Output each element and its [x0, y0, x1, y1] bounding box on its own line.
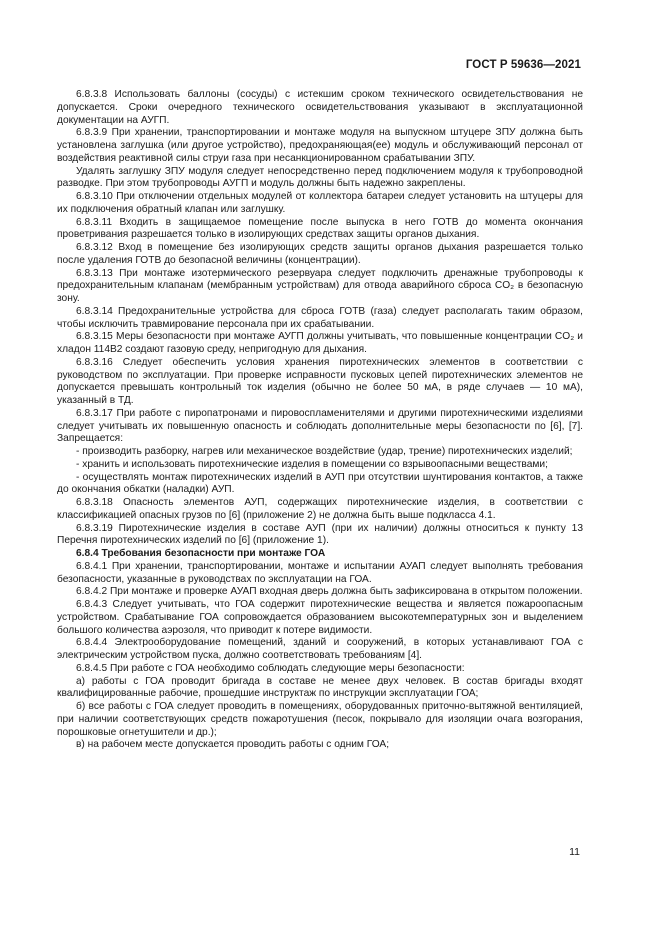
list-item-mounting: - осуществлять монтаж пиротехнических изделий в АУП при отсутствии шунтирования контактов, а также до окончания обкатки (наладки) АУП.	[57, 471, 583, 496]
paragraph-zpu-plug: Удалять заглушку ЗПУ модуля следует непосредственно перед подключением модуля к трубопроводной разводке. При этом трубопроводы АУГП и модуль должны быть надежно закреплены.	[57, 165, 583, 190]
paragraph-6-8-3-12: 6.8.3.12 Вход в помещение без изолирующих средств защиты органов дыхания разрешается только после удаления ГОТВ до безопасной величины (концентрации).	[57, 242, 583, 266]
list-item-a: а) работы с ГОА проводит бригада в составе не менее двух человек. В состав бригады входят квалифицированные рабочие, прошедшие инструктаж по инструкции эксплуатации ГОА;	[57, 675, 583, 700]
paragraph-6-8-3-14: 6.8.3.14 Предохранительные устройства для сброса ГОТВ (газа) следует располагать таким образом, чтобы исключить травмирование персонала при их срабатывании.	[57, 305, 583, 330]
list-item-dismantling: - производить разборку, нагрев или механическое воздействие (удар, трение) пиротехнических изделий;	[76, 446, 573, 457]
paragraph-6-8-3-15: 6.8.3.15 Меры безопасности при монтаже АУГП должны учитывать, что повышенные концентрации CO₂ и хладон 114В2 создают газовую среду, непригодную для дыхания.	[57, 331, 583, 355]
list-item-storage: - хранить и использовать пиротехнические изделия в помещении со взрывоопасными веществами;	[76, 458, 548, 470]
paragraph-6-8-3-16: 6.8.3.16 Следует обеспечить условия хранения пиротехнических элементов в соответствии с руководством по эксплуатации. При проверке исправности пусковых цепей пиротехнических элементов не допускается превышать контрольный ток изделия (обычно не более 50 мА, в ряде случаев — 10 мА), указанный в ТД.	[57, 356, 583, 406]
paragraph-6-8-3-19: 6.8.3.19 Пиротехнические изделия в составе АУП (при их наличии) должны относиться к пункту 13 Перечня пиротехнических изделий по [6] (приложение 1).	[57, 522, 583, 547]
page-number: 11	[569, 846, 580, 858]
paragraph-6-8-4-4: 6.8.4.4 Электрооборудование помещений, зданий и сооружений, в которых устанавливают ГОА с электрическим устройством пуска, должно соответствовать требованиям [4].	[57, 637, 583, 661]
paragraph-6-8-3-18: 6.8.3.18 Опасность элементов АУП, содержащих пиротехнические изделия, в соответствии с классификацией опасных грузов по [6] (приложение 2) не должна быть выше подкласса 4.1.	[57, 497, 583, 521]
paragraph-6-8-4-2: 6.8.4.2 При монтаже и проверке АУАП входная дверь должна быть зафиксирована в открытом положении.	[76, 586, 583, 598]
paragraph-6-8-4-1: 6.8.4.1 При хранении, транспортировании, монтаже и испытании АУАП следует выполнять требования безопасности, указанные в руководствах по эксплуатации на ГОА.	[57, 560, 583, 585]
document-id: ГОСТ Р 59636—2021	[465, 59, 581, 71]
paragraph-6-8-3-9: 6.8.3.9 При хранении, транспортировании и монтаже модуля на выпускном штуцере ЗПУ должна быть установлена заглушка (или другое устройство), предохраняющая(ее) модуль и обслуживающий персонал от воздействия реактивной силы струи газа при несанкционированном срабатывании ЗПУ.	[57, 127, 583, 164]
list-item-v: в) на рабочем месте допускается проводить работы с одним ГОА;	[76, 739, 390, 751]
section-heading-6-8-4: 6.8.4 Требования безопасности при монтаже ГОА	[76, 548, 326, 559]
paragraph-6-8-3-10: 6.8.3.10 При отключении отдельных модулей от коллектора батареи следует установить на штуцеры для их подключения обратный клапан или заглушку.	[57, 191, 583, 215]
paragraph-6-8-3-13: 6.8.3.13 При монтаже изотермического резервуара следует подключить дренажные трубопроводы к предохранительным клапанам (мембранным устройствам) для отвода аварийного сброса CO₂ в безопасную зону.	[57, 267, 583, 304]
paragraph-6-8-3-8: 6.8.3.8 Использовать баллоны (сосуды) с истекшим сроком технического освидетельствования не допускается. Сроки очередного технического освидетельствования указывают в эксплуатационной документации на АУГП.	[57, 89, 583, 126]
paragraph-6-8-4-3: 6.8.4.3 Следует учитывать, что ГОА содержит пиротехнические вещества и является пожароопасным устройством. Срабатывание ГОА сопровождается образованием высокотемпературных зон и выделением большого количества аэрозоля, что приводит к потере видимости.	[57, 599, 583, 636]
list-item-b: б) все работы с ГОА следует проводить в помещениях, оборудованных приточно-вытяжной вентиляцией, при наличии соответствующих средств пожаротушения (песок, покрывало для изоляции очага возгорания, порошковые огнетушители и др.);	[57, 701, 583, 738]
paragraph-6-8-3-11: 6.8.3.11 Входить в защищаемое помещение после выпуска в него ГОТВ до момента окончания проветривания разрешается только в изолирующих средствах защиты органов дыхания.	[57, 216, 583, 241]
paragraph-6-8-3-17: 6.8.3.17 При работе с пиропатронами и пировоспламенителями и другими пиротехническими изделиями следует учитывать их повышенную опасность и соблюдать дополнительные меры безопасности по [6], [7]. Запрещается:	[57, 407, 583, 445]
paragraph-6-8-4-5: 6.8.4.5 При работе с ГОА необходимо соблюдать следующие меры безопасности:	[76, 662, 465, 674]
document-body	[57, 89, 583, 752]
